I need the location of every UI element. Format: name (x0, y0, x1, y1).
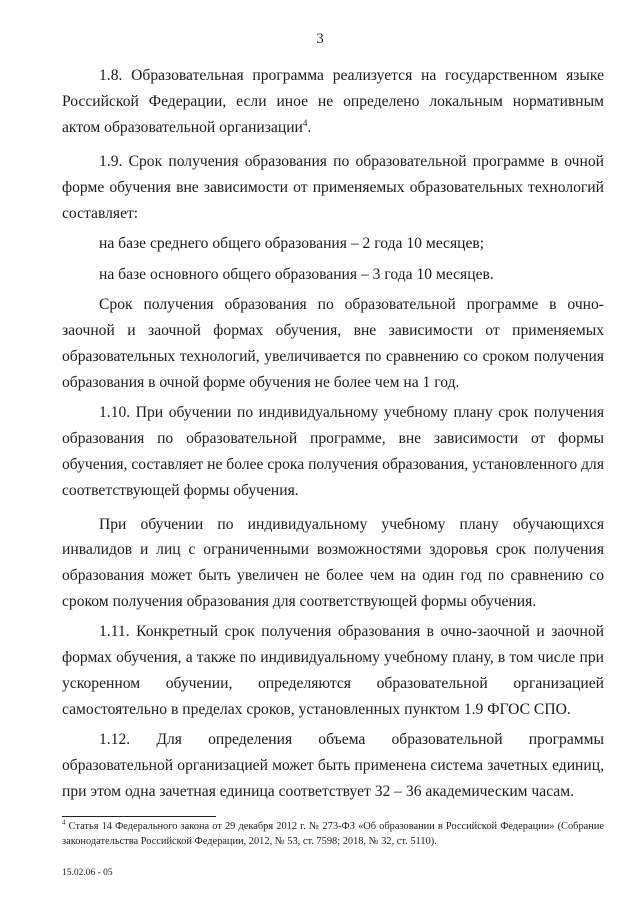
document-code: 15.02.06 - 05 (62, 868, 113, 878)
page-number: 3 (316, 31, 324, 47)
footnote-divider (62, 816, 216, 817)
paragraph-1-11: 1.11. Конкретный срок получения образования в очно-заочной и заочной формах обучения, а также по индивидуальному учебному плану, в том числе при ускоренном обучении, определяются образовательной организацией самостоятельно в пределах сроков, установленных пунктом 1.9 ФГОС СПО. (62, 623, 604, 718)
term-basic-education: на базе основного общего образования – 3 года 10 месяцев. (99, 266, 494, 284)
paragraph-1-8 (62, 63, 604, 141)
paragraph-1-10-extra: При обучении по индивидуальному учебному плану обучающихся инвалидов и лиц с ограниченными возможностями здоровья срок получения образования может быть увеличен не более чем на один год по сравнению со сроком получения образования для соответствующей формы обучения. (62, 515, 604, 611)
footnote-reference: 4 (302, 117, 308, 128)
footnote-text: Статья 14 Федерального закона от 29 декабря 2012 г. № 273-ФЗ «Об образовании в Российской Федерации» (Собрание законодательства Российской Федерации, 2012, № 53, ст. 7598; 2018, № 32, ст. 5110). (62, 821, 604, 847)
paragraph-1-8-text: 1.8. Образовательная программа реализуется на государственном языке Российской Федерации, если иное не определено локальным нормативным актом образовательной организации (62, 67, 604, 136)
paragraph-1-12: 1.12. Для определения объема образовательной программы образовательной организацией может быть применена система зачетных единиц, при этом одна зачетная единица соответствует 32 – 36 академическим часам. (62, 730, 604, 800)
paragraph-1-9: 1.9. Срок получения образования по образовательной программе в очной форме обучения вне зависимости от применяемых образовательных технологий составляет: (62, 152, 604, 222)
paragraph-1-9-extra: Срок получения образования по образовательной программе в очно-заочной и заочной формах обучения, вне зависимости от применяемых образовательных технологий, увеличивается по сравнению со сроком получения образования в очной форме обучения не более чем на 1 год. (62, 296, 604, 391)
footnote (62, 820, 604, 849)
paragraph-1-8-end: . (307, 118, 312, 136)
term-secondary-education: на базе среднего общего образования – 2 года 10 месяцев; (99, 235, 485, 253)
footnote-mark: 4 (62, 818, 66, 827)
paragraph-1-10: 1.10. При обучении по индивидуальному учебному плану срок получения образования по образовательной программе, вне зависимости от формы обучения, составляет не более срока получения образования, установленного для соответствующей формы обучения. (62, 403, 604, 499)
document-body (62, 63, 604, 804)
